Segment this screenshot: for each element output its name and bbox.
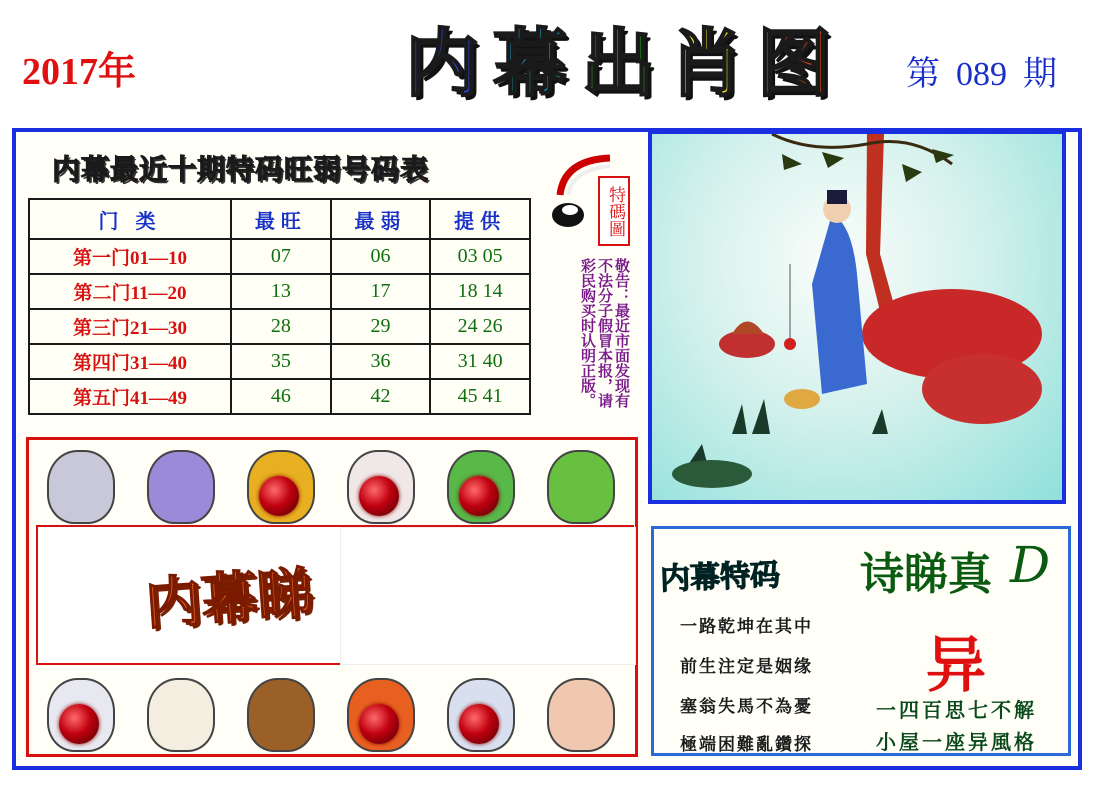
zodiac-pig xyxy=(529,670,629,756)
poem-script-mark: D xyxy=(1010,536,1051,594)
header-weak: 最弱 xyxy=(331,199,431,239)
zodiac-top-row xyxy=(29,442,635,528)
door-cell: 第一门01—10 xyxy=(29,239,231,274)
issue-suffix: 期 xyxy=(1023,56,1057,93)
strong-cell: 46 xyxy=(231,379,331,414)
strong-cell: 07 xyxy=(231,239,331,274)
poem-line: 塞翁失馬不為憂 xyxy=(680,697,813,717)
marker-ball-icon xyxy=(359,704,399,744)
zodiac-horse xyxy=(29,670,129,756)
painting-image xyxy=(648,130,1066,504)
year-label: 2017年 xyxy=(22,51,137,93)
poem-line: 前生注定是姻缘 xyxy=(680,657,813,677)
table-row xyxy=(29,309,530,344)
marker-ball-icon xyxy=(459,704,499,744)
blank-panel xyxy=(340,527,636,665)
rat-icon xyxy=(47,450,115,524)
door-cell: 第二门11—20 xyxy=(29,274,231,309)
monkey-icon xyxy=(247,678,315,752)
scholar-scene xyxy=(652,134,1062,500)
provide-cell: 18 14 xyxy=(430,274,530,309)
provide-cell: 24 26 xyxy=(430,309,530,344)
header-provide: 提供 xyxy=(430,199,530,239)
door-cell: 第五门41—49 xyxy=(29,379,231,414)
table-row xyxy=(29,274,530,309)
zodiac-monkey xyxy=(229,670,329,756)
header-door: 门 类 xyxy=(29,199,231,239)
table-title: 内幕最近十期特码旺弱号码表 xyxy=(52,153,430,186)
table-header-row xyxy=(29,199,530,239)
table-row xyxy=(29,379,530,414)
logo-char: 出 xyxy=(581,21,655,107)
pig-icon xyxy=(547,678,615,752)
poem-line: 一路乾坤在其中 xyxy=(680,617,813,637)
goat-icon xyxy=(147,678,215,752)
table-body xyxy=(29,239,530,414)
marker-ball-icon xyxy=(259,476,299,516)
zodiac-goat xyxy=(129,670,229,756)
header-strong: 最旺 xyxy=(231,199,331,239)
badge-label: 特碼圖 xyxy=(598,176,630,246)
ox-icon xyxy=(147,450,215,524)
zodiac-ox xyxy=(129,442,229,528)
weak-cell: 29 xyxy=(331,309,431,344)
door-cell: 第四门31—40 xyxy=(29,344,231,379)
provide-cell: 45 41 xyxy=(430,379,530,414)
snake-icon xyxy=(547,450,615,524)
provide-cell: 03 05 xyxy=(430,239,530,274)
zodiac-rat xyxy=(29,442,129,528)
strong-cell: 28 xyxy=(231,309,331,344)
zodiac-dog xyxy=(429,670,529,756)
logo xyxy=(405,22,845,108)
notice-text: 敬告：最近市面发现有不法分子假冒本报，请彩民购买时认明正版。 xyxy=(579,258,631,408)
zodiac-bottom-row xyxy=(29,670,635,756)
poem-line: 極端困難亂鑽探 xyxy=(680,735,813,755)
weak-cell: 06 xyxy=(331,239,431,274)
provide-cell: 31 40 xyxy=(430,344,530,379)
door-cell: 第三门21—30 xyxy=(29,309,231,344)
inner-banner: 内幕睇 xyxy=(143,561,316,638)
weak-cell: 36 xyxy=(331,344,431,379)
poem-title-b: 诗睇真 xyxy=(860,549,992,600)
issue-prefix: 第 xyxy=(906,56,940,93)
table-row xyxy=(29,344,530,379)
zodiac-dragon xyxy=(429,442,529,528)
weak-cell: 42 xyxy=(331,379,431,414)
table-row xyxy=(29,239,530,274)
logo-char: 图 xyxy=(757,21,831,107)
issue-number: 089 xyxy=(956,56,1007,93)
zodiac-rooster xyxy=(329,670,429,756)
marker-ball-icon xyxy=(59,704,99,744)
logo-char: 幕 xyxy=(493,21,567,107)
strong-cell: 13 xyxy=(231,274,331,309)
marker-ball-icon xyxy=(359,476,399,516)
zodiac-rabbit xyxy=(329,442,429,528)
weak-cell: 17 xyxy=(331,274,431,309)
logo-char: 内 xyxy=(405,21,479,107)
issue-label xyxy=(898,46,1065,95)
logo-char: 肖 xyxy=(669,21,743,107)
strong-cell: 35 xyxy=(231,344,331,379)
zodiac-snake xyxy=(529,442,629,528)
riddle-line: 小屋一座异風格 xyxy=(876,730,1037,754)
marker-ball-icon xyxy=(459,476,499,516)
poem-answer: 异 xyxy=(926,631,986,701)
riddle-line: 一四百思七不解 xyxy=(876,698,1037,722)
poem-title-a: 内幕特码 xyxy=(659,557,781,598)
zodiac-tiger xyxy=(229,442,329,528)
number-table xyxy=(28,198,531,415)
